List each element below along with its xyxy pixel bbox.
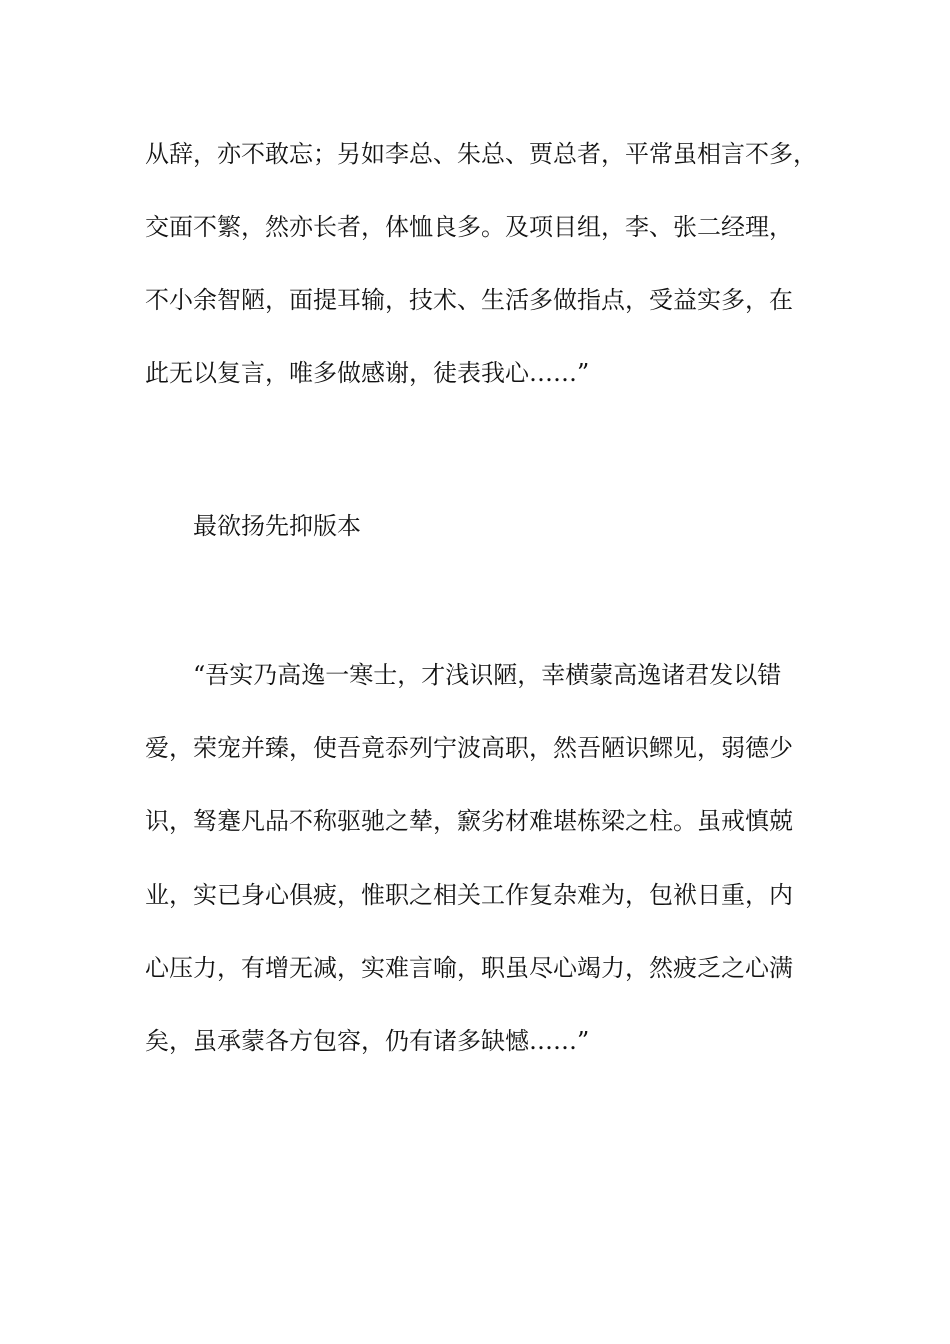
section-heading: 最欲扬先抑版本 [193,512,361,540]
paragraph-2-line-3: 识，驽蹇凡品不称驱驰之辇，窾劣材难堪栋梁之柱。虽戒慎兢 [145,807,793,835]
paragraph-1-line-2: 交面不繁，然亦长者，体恤良多。及项目组，李、张二经理， [145,213,793,241]
paragraph-2-line-4: 业，实已身心俱疲，惟职之相关工作复杂难为，包袱日重，内 [145,881,793,909]
paragraph-1-line-4: 此无以复言，唯多做感谢，徒表我心……” [145,359,590,387]
paragraph-2-line-2: 爱，荣宠并臻，使吾竟忝列宁波高职，然吾陋识鳏见，弱德少 [145,734,793,762]
paragraph-1-line-1: 从辞，亦不敢忘；另如李总、朱总、贾总者，平常虽相言不多， [145,140,817,168]
paragraph-1-line-3: 不小余智陋，面提耳输，技术、生活多做指点，受益实多，在 [145,286,793,314]
paragraph-2-line-1: “吾实乃高逸一寒士，才浅识陋，幸横蒙高逸诸君发以错 [193,661,782,689]
paragraph-2-line-5: 心压力，有增无减，实难言喻，职虽尽心竭力，然疲乏之心满 [145,954,793,982]
paragraph-2-line-6: 矣，虽承蒙各方包容，仍有诸多缺憾……” [145,1027,590,1055]
